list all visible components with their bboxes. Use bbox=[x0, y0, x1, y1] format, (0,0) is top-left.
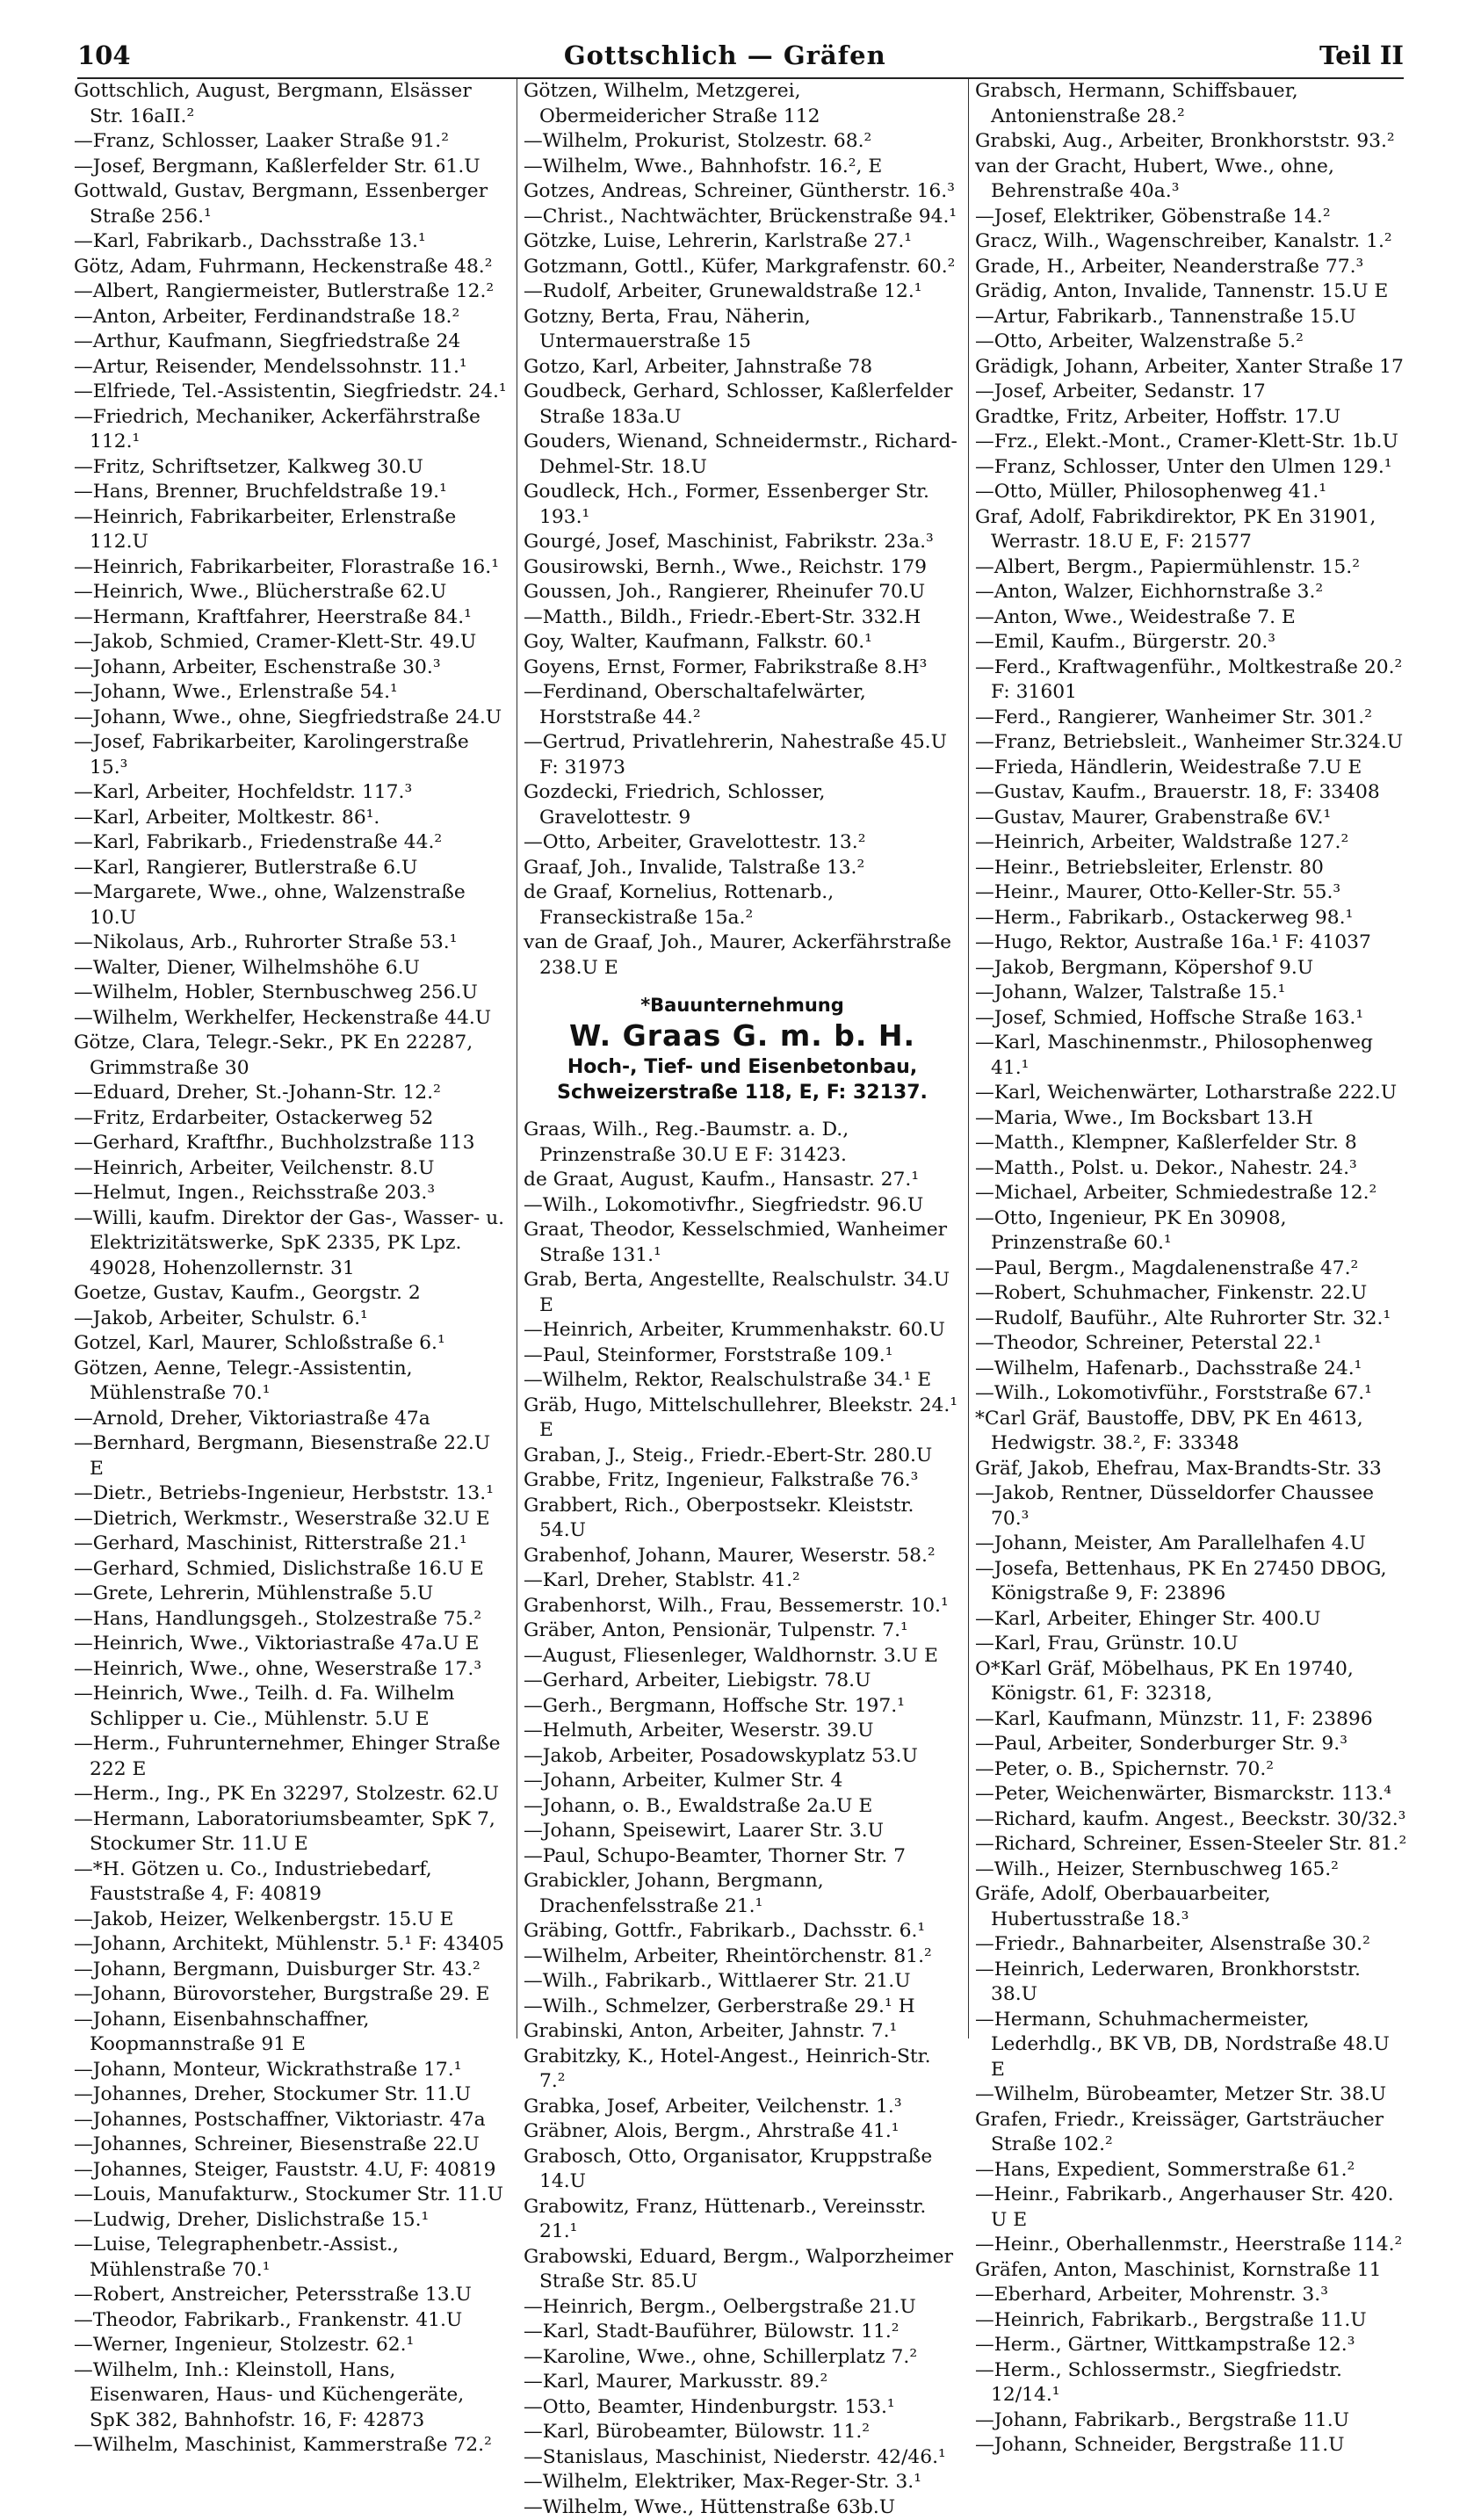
directory-entry: —Johann, Walzer, Talstraße 15.¹ bbox=[975, 981, 1407, 1006]
directory-entry: —Hans, Handlungsgeh., Stolzestraße 75.² bbox=[74, 1607, 509, 1633]
directory-entry: —Johann, Arbeiter, Kulmer Str. 4 bbox=[524, 1769, 961, 1794]
directory-entry: —Matth., Polst. u. Dekor., Nahestr. 24.³ bbox=[975, 1156, 1407, 1182]
directory-entry: —Arthur, Kaufmann, Siegfriedstraße 24 bbox=[74, 329, 509, 355]
directory-entry: —Hermann, Kraftfahrer, Heerstraße 84.¹ bbox=[74, 605, 509, 631]
directory-entry: —Herm., Gärtner, Wittkampstraße 12.³ bbox=[975, 2333, 1407, 2358]
directory-entry: —Wilhelm, Arbeiter, Rheintörchenstr. 81.² bbox=[524, 1944, 961, 1970]
directory-entry: —Heinr., Maurer, Otto-Keller-Str. 55.³ bbox=[975, 880, 1407, 906]
directory-entry: Grabenhof, Johann, Maurer, Weserstr. 58.² bbox=[524, 1544, 961, 1569]
directory-entry: Goetze, Gustav, Kaufm., Georgstr. 2 bbox=[74, 1281, 509, 1307]
directory-entry: —Karl, Kaufmann, Münzstr. 11, F: 23896 bbox=[975, 1707, 1407, 1733]
directory-entry: —Gerhard, Maschinist, Ritterstraße 21.¹ bbox=[74, 1532, 509, 1557]
directory-entry: van de Graaf, Joh., Maurer, Ackerfährstraße 238.U E bbox=[524, 931, 961, 981]
directory-entry: —Hermann, Schuhmachermeister, Lederhdlg., BK VB, DB, Nordstraße 48.U E bbox=[975, 2008, 1407, 2083]
directory-entry: Gouders, Wienand, Schneidermstr., Richard-Dehmel-Str. 18.U bbox=[524, 430, 961, 480]
directory-entry: —Johann, Fabrikarb., Bergstraße 11.U bbox=[975, 2408, 1407, 2434]
directory-entry: —Michael, Arbeiter, Schmiedestraße 12.² bbox=[975, 1181, 1407, 1206]
directory-entry: —Wilhelm, Hobler, Sternbuschweg 256.U bbox=[74, 981, 509, 1006]
directory-entry: Graf, Adolf, Fabrikdirektor, PK En 31901, Werrastr. 18.U E, F: 21577 bbox=[975, 505, 1407, 555]
directory-entry: Grabbe, Fritz, Ingenieur, Falkstraße 76.³ bbox=[524, 1468, 961, 1494]
directory-entry: Götze, Clara, Telegr.-Sekr., PK En 22287, Grimmstraße 30 bbox=[74, 1031, 509, 1081]
directory-entry: Goudbeck, Gerhard, Schlosser, Kaßlerfelder Straße 183a.U bbox=[524, 380, 961, 430]
directory-entry: —Ferdinand, Oberschaltafelwärter, Horststraße 44.² bbox=[524, 680, 961, 730]
directory-entry: —Wilhelm, Wwe., Bahnhofstr. 16.², E bbox=[524, 155, 961, 180]
directory-entry: Grabsch, Hermann, Schiffsbauer, Antonienstraße 28.² bbox=[975, 79, 1407, 129]
directory-entry: —Otto, Ingenieur, PK En 30908, Prinzenstraße 60.¹ bbox=[975, 1206, 1407, 1256]
directory-entry: —Josef, Bergmann, Kaßlerfelder Str. 61.U bbox=[74, 155, 509, 180]
directory-entry: —Hugo, Rektor, Austraße 16a.¹ F: 41037 bbox=[975, 931, 1407, 956]
directory-entry: —Karl, Fabrikarb., Dachsstraße 13.¹ bbox=[74, 229, 509, 255]
directory-entry: —Johann, Monteur, Wickrathstraße 17.¹ bbox=[74, 2058, 509, 2083]
directory-entry: Graban, J., Steig., Friedr.-Ebert-Str. 280.U bbox=[524, 1444, 961, 1469]
directory-entry: —Fritz, Erdarbeiter, Ostackerweg 52 bbox=[74, 1106, 509, 1132]
directory-entry: Grabosch, Otto, Organisator, Kruppstraße 14.U bbox=[524, 2145, 961, 2195]
directory-entry: —Hermann, Laboratoriumsbeamter, SpK 7, Stockumer Str. 11.U E bbox=[74, 1807, 509, 1857]
directory-entry: —Johannes, Steiger, Fauststr. 4.U, F: 40819 bbox=[74, 2158, 509, 2183]
directory-entry: —Heinrich, Lederwaren, Bronkhorststr. 38.U bbox=[975, 1958, 1407, 2008]
directory-entry: Götzen, Wilhelm, Metzgerei, Obermeidericher Straße 112 bbox=[524, 79, 961, 129]
directory-entry: —Gustav, Maurer, Grabenstraße 6V.¹ bbox=[975, 806, 1407, 831]
directory-entry: Grabickler, Johann, Bergmann, Drachenfelsstraße 21.¹ bbox=[524, 1869, 961, 1919]
directory-entry: —Heinr., Betriebsleiter, Erlenstr. 80 bbox=[975, 856, 1407, 881]
directory-entry: —Wilhelm, Werkhelfer, Heckenstraße 44.U bbox=[74, 1006, 509, 1032]
directory-entry: —Friedr., Bahnarbeiter, Alsenstraße 30.² bbox=[975, 1932, 1407, 1958]
column-divider bbox=[968, 79, 969, 2038]
directory-entry: —Johann, Wwe., Erlenstraße 54.¹ bbox=[74, 680, 509, 706]
directory-entry: Gräfe, Adolf, Oberbauarbeiter, Hubertusstraße 18.³ bbox=[975, 1882, 1407, 1932]
directory-entry: —Peter, o. B., Spichernstr. 70.² bbox=[975, 1757, 1407, 1783]
directory-entry: —Heinrich, Arbeiter, Waldstraße 127.² bbox=[975, 830, 1407, 856]
directory-entry: Götzen, Aenne, Telegr.-Assistentin, Mühlenstraße 70.¹ bbox=[74, 1357, 509, 1407]
directory-entry: —Jakob, Arbeiter, Schulstr. 6.¹ bbox=[74, 1307, 509, 1332]
column-2-entries-top bbox=[524, 79, 961, 981]
directory-entry: Graat, Theodor, Kesselschmied, Wanheimer Straße 131.¹ bbox=[524, 1218, 961, 1268]
directory-entry: —Heinrich, Fabrikarb., Bergstraße 11.U bbox=[975, 2308, 1407, 2334]
directory-entry: —Herm., Schlossermstr., Siegfriedstr. 12/14.¹ bbox=[975, 2358, 1407, 2408]
directory-entry: —Wilh., Heizer, Sternbuschweg 165.² bbox=[975, 1857, 1407, 1883]
directory-entry: van der Gracht, Hubert, Wwe., ohne, Behrenstraße 40a.³ bbox=[975, 155, 1407, 205]
directory-entry: Gozdecki, Friedrich, Schlosser, Gravelottestr. 9 bbox=[524, 780, 961, 830]
directory-entry: —Johann, Eisenbahnschaffner, Koopmannstraße 91 E bbox=[74, 2008, 509, 2058]
directory-entry: —Josef, Elektriker, Göbenstraße 14.² bbox=[975, 205, 1407, 230]
directory-entry: —Albert, Bergm., Papiermühlenstr. 15.² bbox=[975, 555, 1407, 581]
directory-entry: —Heinrich, Wwe., Teilh. d. Fa. Wilhelm Schlipper u. Cie., Mühlenstr. 5.U E bbox=[74, 1682, 509, 1732]
directory-entry: Graaf, Joh., Invalide, Talstraße 13.² bbox=[524, 856, 961, 881]
directory-entry: —Karl, Stadt-Bauführer, Bülowstr. 11.² bbox=[524, 2320, 961, 2345]
directory-entry: —Johann, Arbeiter, Eschenstraße 30.³ bbox=[74, 655, 509, 681]
directory-entry: —Karoline, Wwe., ohne, Schillerplatz 7.² bbox=[524, 2345, 961, 2371]
directory-entry: —Paul, Steinformer, Forststraße 109.¹ bbox=[524, 1343, 961, 1369]
directory-entry: —Wilh., Lokomotivführ., Forststraße 67.¹ bbox=[975, 1381, 1407, 1407]
directory-entry: —Wilhelm, Inh.: Kleinstoll, Hans, Eisenwaren, Haus- und Küchengeräte, SpK 382, Bahnhofstr. 16, F: 42873 bbox=[74, 2358, 509, 2434]
directory-entry: Grabowitz, Franz, Hüttenarb., Vereinsstr. 21.¹ bbox=[524, 2195, 961, 2245]
directory-entry: —Theodor, Schreiner, Peterstal 22.¹ bbox=[975, 1331, 1407, 1357]
directory-entry: —Hans, Brenner, Bruchfeldstraße 19.¹ bbox=[74, 480, 509, 505]
directory-entry: de Graaf, Kornelius, Rottenarb., Franseckistraße 15a.² bbox=[524, 880, 961, 931]
directory-entry: —Richard, kaufm. Angest., Beeckstr. 30/32.³ bbox=[975, 1807, 1407, 1833]
directory-entry: Gottwald, Gustav, Bergmann, Essenberger Straße 256.¹ bbox=[74, 179, 509, 229]
directory-entry: —Karl, Maschinenmstr., Philosophenweg 41.¹ bbox=[975, 1031, 1407, 1081]
directory-entry: —Eberhard, Arbeiter, Mohrenstr. 3.³ bbox=[975, 2283, 1407, 2308]
directory-entry: —Herm., Fabrikarb., Ostackerweg 98.¹ bbox=[975, 906, 1407, 931]
directory-entry: Gousirowski, Bernh., Wwe., Reichstr. 179 bbox=[524, 555, 961, 581]
directory-entry: —Karl, Arbeiter, Hochfeldstr. 117.³ bbox=[74, 780, 509, 806]
directory-entry: —Helmuth, Arbeiter, Weserstr. 39.U bbox=[524, 1719, 961, 1744]
directory-entry: —Johann, Bürovorsteher, Burgstraße 29. E bbox=[74, 1982, 509, 2008]
directory-entry: —Matth., Bildh., Friedr.-Ebert-Str. 332.H bbox=[524, 605, 961, 631]
directory-entry: —Gustav, Kaufm., Brauerstr. 18, F: 33408 bbox=[975, 780, 1407, 806]
page-title: Gottschlich — Gräfen bbox=[564, 40, 886, 70]
directory-entry: —Heinrich, Fabrikarbeiter, Erlenstraße 112.U bbox=[74, 505, 509, 555]
directory-entry: —Franz, Schlosser, Laaker Straße 91.² bbox=[74, 129, 509, 155]
directory-entry: —Ludwig, Dreher, Dislichstraße 15.¹ bbox=[74, 2208, 509, 2234]
ad-company-name: W. Graas G. m. b. H. bbox=[524, 1017, 961, 1054]
directory-entry: —Karl, Frau, Grünstr. 10.U bbox=[975, 1632, 1407, 1657]
directory-entry: Gottschlich, August, Bergmann, Elsässer Str. 16aII.² bbox=[74, 79, 509, 129]
directory-entry: —Wilh., Fabrikarb., Wittlaerer Str. 21.U bbox=[524, 1969, 961, 1995]
directory-entry: —Heinrich, Wwe., Viktoriastraße 47a.U E bbox=[74, 1632, 509, 1657]
directory-entry: —Johann, Wwe., ohne, Siegfriedstraße 24.U bbox=[74, 706, 509, 731]
directory-entry: Graas, Wilh., Reg.-Baumstr. a. D., Prinzenstraße 30.U E F: 31423. bbox=[524, 1118, 961, 1168]
directory-entry: —Emil, Kaufm., Bürgerstr. 20.³ bbox=[975, 630, 1407, 655]
directory-entry: Gräf, Jakob, Ehefrau, Max-Brandts-Str. 33 bbox=[975, 1457, 1407, 1482]
directory-entry: —Gerhard, Schmied, Dislichstraße 16.U E bbox=[74, 1557, 509, 1582]
directory-entry: —Wilhelm, Maschinist, Kammerstraße 72.² bbox=[74, 2433, 509, 2458]
directory-entry: —Karl, Maurer, Markusstr. 89.² bbox=[524, 2370, 961, 2395]
directory-entry: Grabka, Josef, Arbeiter, Veilchenstr. 1.³ bbox=[524, 2095, 961, 2120]
directory-entry: —Anton, Walzer, Eichhornstraße 3.² bbox=[975, 580, 1407, 605]
directory-entry: —Johann, o. B., Ewaldstraße 2a.U E bbox=[524, 1794, 961, 1820]
directory-entry: —Karl, Fabrikarb., Friedenstraße 44.² bbox=[74, 830, 509, 856]
directory-entry: —Otto, Müller, Philosophenweg 41.¹ bbox=[975, 480, 1407, 505]
directory-entry: —Karl, Arbeiter, Ehinger Str. 400.U bbox=[975, 1607, 1407, 1633]
directory-entry: —Gerhard, Arbeiter, Liebigstr. 78.U bbox=[524, 1669, 961, 1694]
directory-entry: —Karl, Dreher, Stablstr. 41.² bbox=[524, 1568, 961, 1594]
directory-entry: —Grete, Lehrerin, Mühlenstraße 5.U bbox=[74, 1582, 509, 1607]
directory-entry: Grabenhorst, Wilh., Frau, Bessemerstr. 10.¹ bbox=[524, 1594, 961, 1619]
directory-entry: —Paul, Bergm., Magdalenenstraße 47.² bbox=[975, 1256, 1407, 1282]
directory-entry: —Jakob, Bergmann, Köpershof 9.U bbox=[975, 956, 1407, 981]
directory-entry: *Carl Gräf, Baustoffe, DBV, PK En 4613, Hedwigstr. 38.², F: 33348 bbox=[975, 1407, 1407, 1457]
directory-entry: Gotzes, Andreas, Schreiner, Güntherstr. 16.³ bbox=[524, 179, 961, 205]
directory-entry: —Wilhelm, Prokurist, Stolzestr. 68.² bbox=[524, 129, 961, 155]
directory-entry: —*H. Götzen u. Co., Industriebedarf, Fauststraße 4, F: 40819 bbox=[74, 1857, 509, 1908]
directory-entry: —Wilh., Lokomotivfhr., Siegfriedstr. 96.U bbox=[524, 1193, 961, 1219]
directory-entry: —Heinrich, Arbeiter, Veilchenstr. 8.U bbox=[74, 1156, 509, 1182]
directory-entry: —Johannes, Dreher, Stockumer Str. 11.U bbox=[74, 2082, 509, 2108]
directory-entry: Grabinski, Anton, Arbeiter, Jahnstr. 7.¹ bbox=[524, 2019, 961, 2045]
directory-entry: —Walter, Diener, Wilhelmshöhe 6.U bbox=[74, 956, 509, 981]
directory-entry: —Luise, Telegraphenbetr.-Assist., Mühlenstraße 70.¹ bbox=[74, 2233, 509, 2283]
advertisement-graas bbox=[524, 993, 961, 1105]
directory-entry: —Ferd., Rangierer, Wanheimer Str. 301.² bbox=[975, 706, 1407, 731]
directory-entry: Gourgé, Josef, Maschinist, Fabrikstr. 23a.³ bbox=[524, 530, 961, 555]
directory-entry: —Helmut, Ingen., Reichsstraße 203.³ bbox=[74, 1181, 509, 1206]
directory-entry: —Artur, Reisender, Mendelssohnstr. 11.¹ bbox=[74, 355, 509, 380]
directory-entry: —Paul, Schupo-Beamter, Thorner Str. 7 bbox=[524, 1844, 961, 1870]
directory-entry: —Hans, Expedient, Sommerstraße 61.² bbox=[975, 2158, 1407, 2183]
directory-entry: —Frieda, Händlerin, Weidestraße 7.U E bbox=[975, 756, 1407, 781]
directory-entry: —Richard, Schreiner, Essen-Steeler Str. 81.² bbox=[975, 1832, 1407, 1857]
directory-entry: —Frz., Elekt.-Mont., Cramer-Klett-Str. 1b.U bbox=[975, 430, 1407, 455]
directory-entry: —Rudolf, Arbeiter, Grunewaldstraße 12.¹ bbox=[524, 279, 961, 305]
directory-entry: Gracz, Wilh., Wagenschreiber, Kanalstr. 1.² bbox=[975, 229, 1407, 255]
directory-entry: —Johann, Speisewirt, Laarer Str. 3.U bbox=[524, 1819, 961, 1844]
directory-entry: —Josef, Arbeiter, Sedanstr. 17 bbox=[975, 380, 1407, 405]
directory-entry: —Karl, Bürobeamter, Bülowstr. 11.² bbox=[524, 2420, 961, 2445]
directory-entry: —Wilhelm, Bürobeamter, Metzer Str. 38.U bbox=[975, 2082, 1407, 2108]
page-number: 104 bbox=[77, 40, 131, 70]
directory-entry: Goy, Walter, Kaufmann, Falkstr. 60.¹ bbox=[524, 630, 961, 655]
directory-entry: —Fritz, Schriftsetzer, Kalkweg 30.U bbox=[74, 455, 509, 481]
directory-entry: —Anton, Arbeiter, Ferdinandstraße 18.² bbox=[74, 305, 509, 330]
directory-entry: —Anton, Wwe., Weidestraße 7. E bbox=[975, 605, 1407, 631]
directory-entry: —Wilhelm, Elektriker, Max-Reger-Str. 3.¹ bbox=[524, 2470, 961, 2495]
directory-entry: Grabbert, Rich., Oberpostsekr. Kleiststr. 54.U bbox=[524, 1494, 961, 1544]
column-3 bbox=[975, 79, 1407, 2038]
directory-entry: —Josefa, Bettenhaus, PK En 27450 DBOG, Königstraße 9, F: 23896 bbox=[975, 1557, 1407, 1607]
directory-entry: —Franz, Schlosser, Unter den Ulmen 129.¹ bbox=[975, 455, 1407, 481]
directory-entry: —Karl, Rangierer, Butlerstraße 6.U bbox=[74, 856, 509, 881]
directory-entry: —Jakob, Schmied, Cramer-Klett-Str. 49.U bbox=[74, 630, 509, 655]
directory-entry: —Otto, Arbeiter, Gravelottestr. 13.² bbox=[524, 830, 961, 856]
directory-entry: —Johann, Architekt, Mühlenstr. 5.¹ F: 43405 bbox=[74, 1932, 509, 1958]
directory-entry: Grab, Berta, Angestellte, Realschulstr. 34.U E bbox=[524, 1268, 961, 1318]
directory-entry: Grafen, Friedr., Kreissäger, Gartsträucher Straße 102.² bbox=[975, 2108, 1407, 2158]
directory-entry: —Robert, Schuhmacher, Finkenstr. 22.U bbox=[975, 1281, 1407, 1307]
directory-entry: —Heinrich, Fabrikarbeiter, Florastraße 16.¹ bbox=[74, 555, 509, 581]
column-1 bbox=[74, 79, 509, 2038]
directory-entry: —Peter, Weichenwärter, Bismarckstr. 113.⁴ bbox=[975, 1782, 1407, 1807]
directory-entry: Grade, H., Arbeiter, Neanderstraße 77.³ bbox=[975, 255, 1407, 280]
directory-entry: —Gertrud, Privatlehrerin, Nahestraße 45.U F: 31973 bbox=[524, 730, 961, 780]
directory-entry: —Stanislaus, Maschinist, Niederstr. 42/46.¹ bbox=[524, 2445, 961, 2471]
directory-entry: Götz, Adam, Fuhrmann, Heckenstraße 48.² bbox=[74, 255, 509, 280]
directory-entry: Goudleck, Hch., Former, Essenberger Str. 193.¹ bbox=[524, 480, 961, 530]
directory-entry: —Matth., Klempner, Kaßlerfelder Str. 8 bbox=[975, 1131, 1407, 1156]
directory-entry: —Bernhard, Bergmann, Biesenstraße 22.U E bbox=[74, 1431, 509, 1481]
directory-entry: Grädig, Anton, Invalide, Tannenstr. 15.U E bbox=[975, 279, 1407, 305]
directory-entry: Gotzo, Karl, Arbeiter, Jahnstraße 78 bbox=[524, 355, 961, 380]
directory-entry: Goyens, Ernst, Former, Fabrikstraße 8.H³ bbox=[524, 655, 961, 681]
directory-entry: —Heinrich, Wwe., ohne, Weserstraße 17.³ bbox=[74, 1657, 509, 1683]
directory-entry: —Heinrich, Bergm., Oelbergstraße 21.U bbox=[524, 2295, 961, 2321]
directory-entry: —Robert, Anstreicher, Petersstraße 13.U bbox=[74, 2283, 509, 2308]
directory-entry: —Josef, Schmied, Hoffsche Straße 163.¹ bbox=[975, 1006, 1407, 1032]
directory-entry: —Herm., Fuhrunternehmer, Ehinger Straße 222 E bbox=[74, 1732, 509, 1782]
directory-entry: —Otto, Arbeiter, Walzenstraße 5.² bbox=[975, 329, 1407, 355]
directory-entry: —Heinrich, Wwe., Blücherstraße 62.U bbox=[74, 580, 509, 605]
directory-entry: —Johann, Meister, Am Parallelhafen 4.U bbox=[975, 1532, 1407, 1557]
directory-entry: O*Karl Gräf, Möbelhaus, PK En 19740, Königstr. 61, F: 32318, bbox=[975, 1657, 1407, 1707]
directory-entry: —Johann, Schneider, Bergstraße 11.U bbox=[975, 2433, 1407, 2458]
directory-entry: —Dietr., Betriebs-Ingenieur, Herbststr. 13.¹ bbox=[74, 1481, 509, 1507]
directory-entry: Gotzmann, Gottl., Küfer, Markgrafenstr. 60.² bbox=[524, 255, 961, 280]
directory-entry: Gradtke, Fritz, Arbeiter, Hoffstr. 17.U bbox=[975, 405, 1407, 431]
directory-entry: —Dietrich, Werkmstr., Weserstraße 32.U E bbox=[74, 1507, 509, 1532]
directory-entry: —Gerhard, Kraftfhr., Buchholzstraße 113 bbox=[74, 1131, 509, 1156]
directory-entry: Gräfen, Anton, Maschinist, Kornstraße 11 bbox=[975, 2258, 1407, 2284]
directory-entry: —Ferd., Kraftwagenführ., Moltkestraße 20.² F: 31601 bbox=[975, 655, 1407, 706]
directory-entry: —Jakob, Heizer, Welkenbergstr. 15.U E bbox=[74, 1908, 509, 1933]
directory-entry: Grabski, Aug., Arbeiter, Bronkhorststr. 93.² bbox=[975, 129, 1407, 155]
directory-entry: —Johannes, Postschaffner, Viktoriastr. 47a bbox=[74, 2108, 509, 2133]
directory-entry: —Josef, Fabrikarbeiter, Karolingerstraße 15.³ bbox=[74, 730, 509, 780]
directory-entry: —Wilhelm, Rektor, Realschulstraße 34.¹ E bbox=[524, 1368, 961, 1394]
directory-entry: —Wilhelm, Wwe., Hüttenstraße 63b.U bbox=[524, 2495, 961, 2520]
directory-entry: —Paul, Arbeiter, Sonderburger Str. 9.³ bbox=[975, 1732, 1407, 1757]
directory-entry: —Rudolf, Bauführ., Alte Ruhrorter Str. 32.¹ bbox=[975, 1307, 1407, 1332]
directory-entry: —Wilhelm, Hafenarb., Dachsstraße 24.¹ bbox=[975, 1357, 1407, 1382]
ad-line-1: Hoch-, Tief- und Eisenbetonbau, bbox=[524, 1054, 961, 1080]
directory-entry: —Johannes, Schreiner, Biesenstraße 22.U bbox=[74, 2133, 509, 2158]
page-header bbox=[77, 40, 1404, 79]
directory-entry: —Herm., Ing., PK En 32297, Stolzestr. 62.U bbox=[74, 1782, 509, 1807]
directory-entry: —Karl, Arbeiter, Moltkestr. 86¹. bbox=[74, 806, 509, 831]
directory-entry: Götzke, Luise, Lehrerin, Karlstraße 27.¹ bbox=[524, 229, 961, 255]
directory-entry: —Otto, Beamter, Hindenburgstr. 153.¹ bbox=[524, 2395, 961, 2421]
directory-entry: —Arnold, Dreher, Viktoriastraße 47a bbox=[74, 1407, 509, 1432]
directory-entry: —Heinr., Fabrikarb., Angerhauser Str. 420. U E bbox=[975, 2183, 1407, 2233]
directory-entry: —Maria, Wwe., Im Bocksbart 13.H bbox=[975, 1106, 1407, 1132]
directory-entry: —Heinrich, Arbeiter, Krummenhakstr. 60.U bbox=[524, 1318, 961, 1343]
directory-entry: Gräber, Anton, Pensionär, Tulpenstr. 7.¹ bbox=[524, 1618, 961, 1644]
directory-entry: —Karl, Weichenwärter, Lotharstraße 222.U bbox=[975, 1081, 1407, 1106]
directory-entry: —Willi, kaufm. Direktor der Gas-, Wasser- u. Elektrizitätswerke, SpK 2335, PK Lpz. 49028, Hohenzollernstr. 31 bbox=[74, 1206, 509, 1282]
directory-entry: —Friedrich, Mechaniker, Ackerfährstraße 112.¹ bbox=[74, 405, 509, 455]
directory-entry: Grädigk, Johann, Arbeiter, Xanter Straße 17 bbox=[975, 355, 1407, 380]
ad-prefix: *Bauunternehmung bbox=[524, 993, 961, 1017]
directory-entry: —Eduard, Dreher, St.-Johann-Str. 12.² bbox=[74, 1081, 509, 1106]
directory-entry: Gräbing, Gottfr., Fabrikarb., Dachsstr. 6.¹ bbox=[524, 1919, 961, 1944]
directory-entry: —Artur, Fabrikarb., Tannenstraße 15.U bbox=[975, 305, 1407, 330]
directory-entry: —Johann, Bergmann, Duisburger Str. 43.² bbox=[74, 1958, 509, 1983]
directory-entry: —Gerh., Bergmann, Hoffsche Str. 197.¹ bbox=[524, 1694, 961, 1720]
directory-entry: —Jakob, Rentner, Düsseldorfer Chaussee 70.³ bbox=[975, 1481, 1407, 1532]
directory-entry: —Margarete, Wwe., ohne, Walzenstraße 10.U bbox=[74, 880, 509, 931]
directory-entry: —Franz, Betriebsleit., Wanheimer Str.324.U bbox=[975, 730, 1407, 756]
directory-entry: —Albert, Rangiermeister, Butlerstraße 12.² bbox=[74, 279, 509, 305]
directory-entry: —Theodor, Fabrikarb., Frankenstr. 41.U bbox=[74, 2308, 509, 2334]
directory-entry: Grabowski, Eduard, Bergm., Walporzheimer Straße Str. 85.U bbox=[524, 2245, 961, 2295]
directory-entry: —Jakob, Arbeiter, Posadowskyplatz 53.U bbox=[524, 1744, 961, 1770]
directory-entry: —Werner, Ingenieur, Stolzestr. 62.¹ bbox=[74, 2333, 509, 2358]
ad-line-2: Schweizerstraße 118, E, F: 32137. bbox=[524, 1080, 961, 1105]
directory-entry: Gräb, Hugo, Mittelschullehrer, Bleekstr. 24.¹ E bbox=[524, 1394, 961, 1444]
directory-entry: —Nikolaus, Arb., Ruhrorter Straße 53.¹ bbox=[74, 931, 509, 956]
directory-entry: —Louis, Manufakturw., Stockumer Str. 11.U bbox=[74, 2183, 509, 2208]
directory-entry: Gräbner, Alois, Bergm., Ahrstraße 41.¹ bbox=[524, 2119, 961, 2145]
column-2-entries-bottom bbox=[524, 1118, 961, 2520]
column-2 bbox=[524, 79, 961, 2038]
directory-entry: Gotzel, Karl, Maurer, Schloßstraße 6.¹ bbox=[74, 1331, 509, 1357]
directory-entry: Grabitzky, K., Hotel-Angest., Heinrich-Str. 7.² bbox=[524, 2045, 961, 2095]
page-part: Teil II bbox=[1319, 40, 1404, 70]
directory-entry: —Christ., Nachtwächter, Brückenstraße 94.¹ bbox=[524, 205, 961, 230]
directory-entry: de Graat, August, Kaufm., Hansastr. 27.¹ bbox=[524, 1168, 961, 1193]
directory-entry: Gotzny, Berta, Frau, Näherin, Untermauerstraße 15 bbox=[524, 305, 961, 355]
directory-entry: —August, Fliesenleger, Waldhornstr. 3.U E bbox=[524, 1644, 961, 1669]
directory-entry: Goussen, Joh., Rangierer, Rheinufer 70.U bbox=[524, 580, 961, 605]
directory-entry: —Elfriede, Tel.-Assistentin, Siegfriedstr. 24.¹ bbox=[74, 380, 509, 405]
directory-entry: —Wilh., Schmelzer, Gerberstraße 29.¹ H bbox=[524, 1995, 961, 2020]
directory-entry: —Heinr., Oberhallenmstr., Heerstraße 114.² bbox=[975, 2233, 1407, 2258]
